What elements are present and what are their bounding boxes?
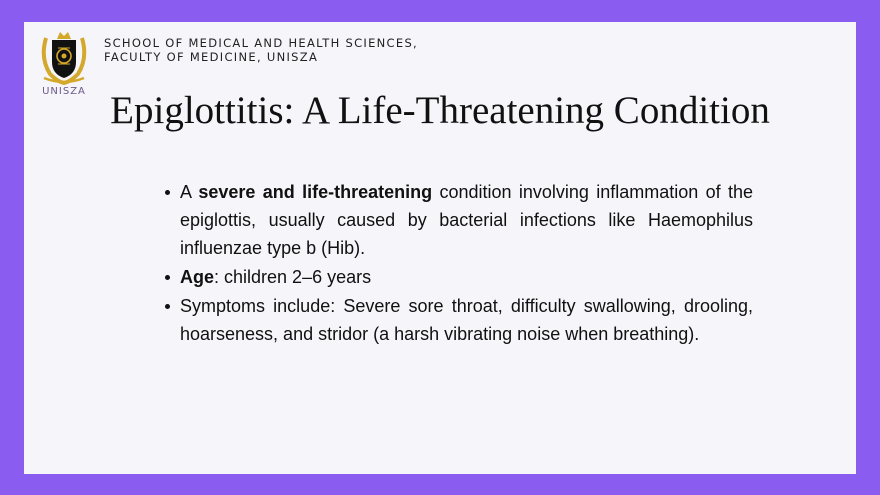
logo-wordmark: UNISZA: [42, 86, 86, 97]
slide: [24, 22, 856, 474]
bullet-list: [165, 178, 753, 349]
org-line-1: SCHOOL OF MEDICAL AND HEALTH SCIENCES,: [104, 36, 419, 50]
bullet-emphasis: Age: [180, 267, 215, 287]
bullet-text: Symptoms include: Severe sore throat, difficulty swallowing, drooling, hoarseness, and stridor (a harsh vibrating noise when breathing).: [180, 296, 753, 344]
bullet-text: : children 2–6 years: [214, 267, 372, 287]
bullet-item: [165, 178, 753, 262]
organization-name: [104, 36, 418, 64]
bullet-emphasis: severe and life-threatening: [198, 182, 433, 202]
slide-title: Epiglottitis: A Life-Threatening Condition: [110, 89, 770, 132]
bullet-item: [165, 292, 753, 348]
bullet-item: [165, 263, 753, 291]
bullet-text: A: [180, 182, 199, 202]
bullet-text: condition involving inflammation of the epiglottis, usually caused by bacterial infections like Haemophilus influenzae type b (Hib).: [180, 182, 753, 258]
org-line-2: FACULTY OF MEDICINE, UNISZA: [104, 50, 319, 64]
